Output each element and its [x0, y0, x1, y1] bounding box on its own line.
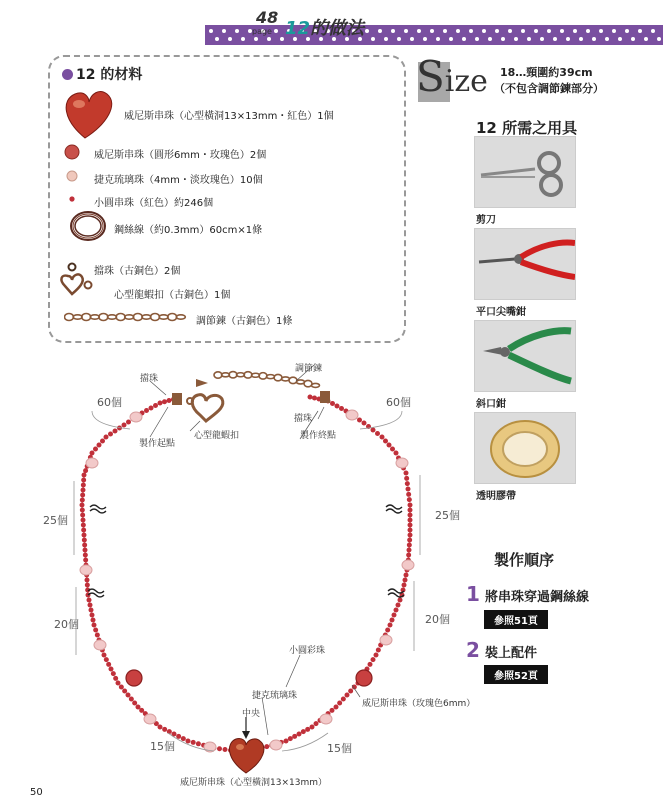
center-arrow-head [242, 731, 250, 739]
material-item: 捷克琉璃珠（4mm・淡玫瑰色）10個 [94, 175, 263, 186]
stopper-left [172, 393, 182, 405]
label-venetian-heart: 威尼斯串珠（心型橫洞13×13mm） [180, 778, 327, 788]
seed-bead [408, 528, 413, 533]
seed-bead [310, 725, 315, 730]
seed-bead [408, 513, 413, 518]
count-low-right: 20個 [425, 613, 450, 626]
seed-bead [126, 693, 131, 698]
seed-bead [339, 406, 344, 411]
header-dot [384, 37, 388, 41]
header-dot [430, 29, 434, 33]
czech-bead [380, 635, 392, 645]
seed-bead [374, 653, 379, 658]
chain-link [142, 315, 151, 319]
seed-bead [113, 676, 118, 681]
seed-bead [407, 543, 412, 548]
seed-bead [345, 693, 350, 698]
chain-link [108, 315, 117, 319]
seed-bead [371, 657, 376, 662]
page-number: 48 [256, 8, 279, 27]
seed-bead [407, 497, 412, 502]
seed-bead [405, 481, 410, 486]
header-dot [235, 29, 239, 33]
material-item: 威尼斯串珠（圓形6mm・玫瑰色）2個 [94, 150, 267, 161]
size-word-rest: ize [444, 64, 488, 99]
header-dot [404, 29, 408, 33]
czech-bead [86, 458, 98, 468]
seed-bead [408, 508, 413, 513]
lobster-clasp-icon [61, 274, 91, 294]
seed-bead [375, 431, 380, 436]
seed-bead [390, 447, 395, 452]
header-dot [280, 37, 284, 41]
seed-bead [89, 608, 94, 613]
seed-bead [83, 553, 88, 558]
seed-bead [106, 662, 111, 667]
czech-bead [396, 458, 408, 468]
seed-bead-icon [69, 196, 74, 201]
seed-bead [186, 739, 191, 744]
count-top-left: 60個 [97, 396, 122, 409]
header-dot [651, 29, 655, 33]
materials-title-num: 12 [76, 67, 96, 83]
seed-bead [93, 447, 98, 452]
header-dot [566, 37, 570, 41]
chain-link [168, 314, 177, 321]
seed-bead [90, 451, 95, 456]
chain-link [133, 314, 142, 321]
seed-bead [129, 697, 134, 702]
seed-bead [408, 503, 413, 508]
page-word: page [252, 27, 272, 36]
seed-bead [402, 583, 407, 588]
header-dot [534, 29, 538, 33]
seed-bead [404, 573, 409, 578]
seed-bead [404, 471, 409, 476]
seed-bead [93, 628, 98, 633]
scissors-photo [474, 136, 576, 208]
header-dot [274, 29, 278, 33]
seed-bead [301, 729, 306, 734]
seed-bead [108, 432, 113, 437]
footer-page-number: 50 [30, 787, 43, 798]
czech-bead [270, 740, 282, 750]
label-seed-bead: 小圓彩珠 [289, 646, 326, 656]
seed-bead [398, 598, 403, 603]
seed-bead [132, 701, 137, 706]
header-dot [378, 29, 382, 33]
header-dot [462, 37, 466, 41]
material-item: 心型龍蝦扣（古銅色）1個 [114, 290, 231, 301]
header-dot [365, 29, 369, 33]
page-title-num: 12 [285, 18, 311, 39]
seed-bead [83, 468, 88, 473]
break-mark [386, 509, 402, 513]
seed-bead [113, 429, 118, 434]
chain-link [73, 315, 82, 319]
seed-bead [371, 428, 376, 433]
label-end-point: 製作終點 [300, 431, 337, 441]
seed-bead [380, 435, 385, 440]
chain-tip [196, 379, 208, 387]
seed-bead [264, 744, 269, 749]
venetian-heart-bead [229, 738, 263, 773]
header-dot [579, 37, 583, 41]
tool-label: 平口尖嘴鉗 [476, 307, 526, 318]
seed-bead [357, 418, 362, 423]
seed-bead [80, 503, 85, 508]
seed-bead [82, 538, 87, 543]
break-mark [386, 505, 402, 509]
header-dot [397, 37, 401, 41]
czech-bead [144, 714, 156, 724]
label-lobster-clasp: 心型龍蝦扣 [194, 431, 240, 441]
seed-bead [81, 523, 86, 528]
break-mark [88, 589, 104, 593]
seed-bead [82, 533, 87, 538]
count-bottom-left: 15個 [150, 740, 175, 753]
chain-link [176, 315, 185, 319]
header-dot [436, 37, 440, 41]
seed-bead [387, 443, 392, 448]
seed-bead [80, 508, 85, 513]
material-item: 調節鍊（古銅色）1條 [196, 316, 293, 327]
seed-bead [292, 734, 297, 739]
seed-bead [162, 399, 167, 404]
header-dot [482, 29, 486, 33]
seed-bead [181, 736, 186, 741]
seed-bead [396, 603, 401, 608]
seed-bead [111, 671, 116, 676]
side-cutter-photo [474, 320, 576, 392]
seed-bead [368, 662, 373, 667]
size-line2: （不包含調節鍊部分） [494, 82, 604, 95]
necklace-diagram [0, 355, 470, 795]
label-stopper-right: 擋珠 [294, 414, 313, 424]
seed-bead [394, 608, 399, 613]
czech-bead [346, 410, 358, 420]
seed-bead [406, 492, 411, 497]
material-item: 鋼絲線（約0.3mm）60cm×1條 [114, 225, 263, 236]
header-dot [612, 29, 616, 33]
seed-bead [122, 423, 127, 428]
seed-bead [82, 473, 87, 478]
break-mark [90, 505, 106, 509]
header-dot [371, 37, 375, 41]
seed-bead [100, 439, 105, 444]
seed-bead [87, 598, 92, 603]
header-dot [644, 37, 648, 41]
seed-bead [330, 401, 335, 406]
czech-bead [80, 565, 92, 575]
header-dot [508, 29, 512, 33]
seed-bead [335, 404, 340, 409]
seed-bead [314, 721, 319, 726]
header-dot [241, 37, 245, 41]
header-dot [222, 29, 226, 33]
czech-bead [320, 714, 332, 724]
seed-bead [408, 523, 413, 528]
header-dot [215, 37, 219, 41]
material-item: 小圓串珠（紅色）約246個 [94, 198, 214, 209]
flat-nose-pliers-photo [474, 228, 576, 300]
header-dot [521, 29, 525, 33]
seed-bead [149, 406, 154, 411]
material-item: 擋珠（古銅色）2個 [94, 266, 181, 277]
label-adjust-chain: 調節鍊 [295, 364, 323, 374]
seed-bead [88, 603, 93, 608]
page-title [285, 14, 364, 40]
header-dot [657, 37, 661, 41]
seed-bead [337, 701, 342, 706]
seed-bead [404, 476, 409, 481]
chain-link [82, 314, 91, 321]
seed-bead [80, 498, 85, 503]
seed-bead [82, 543, 87, 548]
count-low-left: 20個 [54, 618, 79, 631]
seed-bead [196, 741, 201, 746]
seed-bead [341, 697, 346, 702]
seed-bead [392, 613, 397, 618]
count-mid-right: 25個 [435, 509, 460, 522]
label-stopper-left: 擋珠 [140, 374, 159, 384]
seed-bead [297, 732, 302, 737]
chain-link [151, 314, 160, 321]
seed-bead [81, 518, 86, 523]
step-number: 1 [466, 582, 480, 606]
seed-bead [288, 736, 293, 741]
tools-title: 12 所需之用具 [476, 119, 578, 137]
seed-bead [312, 396, 317, 401]
stopper-bead-icon [69, 264, 76, 271]
seed-bead [407, 548, 412, 553]
leader-line [150, 407, 168, 437]
heart-highlight [236, 744, 244, 750]
seed-bead [81, 483, 86, 488]
header-dot [514, 37, 518, 41]
header-dot [228, 37, 232, 41]
header-dots [205, 25, 663, 45]
header-dot [631, 37, 635, 41]
header-dot [638, 29, 642, 33]
header-dot [553, 37, 557, 41]
seed-bead [223, 747, 228, 752]
seed-bead [144, 408, 149, 413]
size-line1: 18…頸圍約39cm [500, 66, 593, 79]
break-mark [90, 509, 106, 513]
header-dot [527, 37, 531, 41]
wire-coil-icon [71, 212, 105, 240]
seed-bead [92, 623, 97, 628]
czech-bead [130, 412, 142, 422]
header-dot [254, 37, 258, 41]
seed-bead [217, 746, 222, 751]
clasp-ring [187, 398, 193, 404]
header-dot [625, 29, 629, 33]
chain-link [116, 314, 125, 321]
label-center: 中央 [242, 709, 261, 719]
seed-bead [406, 487, 411, 492]
round-bead-icon [65, 145, 79, 159]
step-1-ref: 參照51頁 [484, 610, 548, 629]
chain-link [90, 315, 99, 319]
size-word [416, 52, 488, 107]
chain-link [65, 314, 74, 321]
tool-label: 剪刀 [476, 215, 496, 226]
count-bottom-right: 15個 [327, 742, 352, 755]
header-dot [495, 29, 499, 33]
seed-bead [126, 420, 131, 425]
adjust-chain-icon [64, 310, 194, 324]
seed-bead [385, 628, 390, 633]
seed-bead [403, 578, 408, 583]
label-start-point: 製作起點 [139, 439, 176, 449]
step-2-ref: 參照52頁 [484, 665, 548, 684]
header-dot [410, 37, 414, 41]
step-2 [466, 638, 537, 662]
step-number: 2 [466, 638, 480, 662]
seed-bead [158, 725, 163, 730]
heart-bead-icon [66, 92, 112, 138]
seed-bead [388, 623, 393, 628]
header-dot [391, 29, 395, 33]
seed-bead [284, 739, 289, 744]
seed-bead [334, 705, 339, 710]
seed-bead [109, 667, 114, 672]
seed-bead [330, 708, 335, 713]
seed-bead [162, 727, 167, 732]
chain-link [99, 314, 108, 321]
header-dot [586, 29, 590, 33]
lobster-clasp [192, 395, 223, 421]
seed-bead [176, 734, 181, 739]
seed-bead [81, 488, 86, 493]
count-top-right: 60個 [386, 396, 411, 409]
step-text: 將串珠穿過鋼絲線 [485, 590, 590, 605]
seed-bead [90, 613, 95, 618]
seed-bead [95, 633, 100, 638]
size-word-first: S [416, 52, 445, 101]
header-dot [267, 37, 271, 41]
seed-bead [408, 533, 413, 538]
seed-bead [83, 548, 88, 553]
venetian-round-bead [356, 670, 372, 686]
tape-photo [474, 412, 576, 484]
leader-line [318, 407, 324, 419]
header-dot [599, 29, 603, 33]
venetian-round-bead [126, 670, 142, 686]
page-title-text: 的做法 [310, 18, 365, 39]
header-dot [443, 29, 447, 33]
count-mid-left: 25個 [43, 514, 68, 527]
leader-line [262, 697, 268, 735]
seed-bead [85, 578, 90, 583]
header-dot [547, 29, 551, 33]
czech-bead [94, 640, 106, 650]
tool-label: 斜口鉗 [476, 399, 506, 410]
label-czech-bead: 捷克琉璃珠 [252, 691, 298, 701]
materials-title-text: 的材料 [100, 67, 143, 83]
seed-bead [80, 513, 85, 518]
seed-bead [85, 583, 90, 588]
seed-bead [104, 435, 109, 440]
seed-bead [408, 518, 413, 523]
header-dot [469, 29, 473, 33]
seed-bead [102, 653, 107, 658]
seed-bead [362, 421, 367, 426]
stopper-right [320, 391, 330, 403]
purple-dot-icon [62, 69, 73, 80]
header-dot [209, 29, 213, 33]
seed-bead [81, 478, 86, 483]
count-bracket [282, 733, 328, 751]
step-text: 裝上配件 [485, 646, 538, 661]
seed-bead [119, 685, 124, 690]
header-dot [501, 37, 505, 41]
seed-bead [83, 558, 88, 563]
chain-link [159, 315, 168, 319]
chain-link [274, 374, 282, 380]
seed-bead [97, 443, 102, 448]
seed-bead [104, 657, 109, 662]
seed-bead [305, 727, 310, 732]
header-dot [592, 37, 596, 41]
header-dot [488, 37, 492, 41]
chain-link [312, 383, 320, 387]
chain-link [125, 315, 134, 319]
seed-bead [158, 401, 163, 406]
header-dot [618, 37, 622, 41]
header-dot [475, 37, 479, 41]
seed-bead [390, 618, 395, 623]
seed-bead [81, 528, 86, 533]
header-dot [540, 37, 544, 41]
seed-bead [406, 553, 411, 558]
header-dot [560, 29, 564, 33]
seed-bead [91, 618, 96, 623]
czech-bead [402, 560, 414, 570]
header-dot [456, 29, 460, 33]
seed-bead [348, 689, 353, 694]
seed-bead [122, 689, 127, 694]
seed-bead [308, 395, 313, 400]
label-venetian-round: 威尼斯串珠（玫瑰色6mm） [362, 699, 476, 709]
seed-bead [407, 538, 412, 543]
seed-bead [376, 648, 381, 653]
header-dot [605, 37, 609, 41]
steps-title: 製作順序 [494, 551, 555, 569]
leader-line [286, 655, 300, 687]
header-dot [417, 29, 421, 33]
seed-bead [167, 729, 172, 734]
tool-label: 透明膠帶 [476, 491, 516, 502]
header-dot [573, 29, 577, 33]
material-item: 威尼斯串珠（心型橫洞13×13mm・紅色）1個 [124, 111, 334, 122]
seed-bead [80, 493, 85, 498]
seed-bead [383, 439, 388, 444]
seed-bead [116, 681, 121, 686]
header-dot [423, 37, 427, 41]
seed-bead [167, 398, 172, 403]
step-1 [466, 582, 589, 606]
seed-bead [191, 740, 196, 745]
czech-bead-icon [67, 171, 77, 181]
seed-bead [153, 403, 158, 408]
seed-bead [394, 451, 399, 456]
header-dot [449, 37, 453, 41]
